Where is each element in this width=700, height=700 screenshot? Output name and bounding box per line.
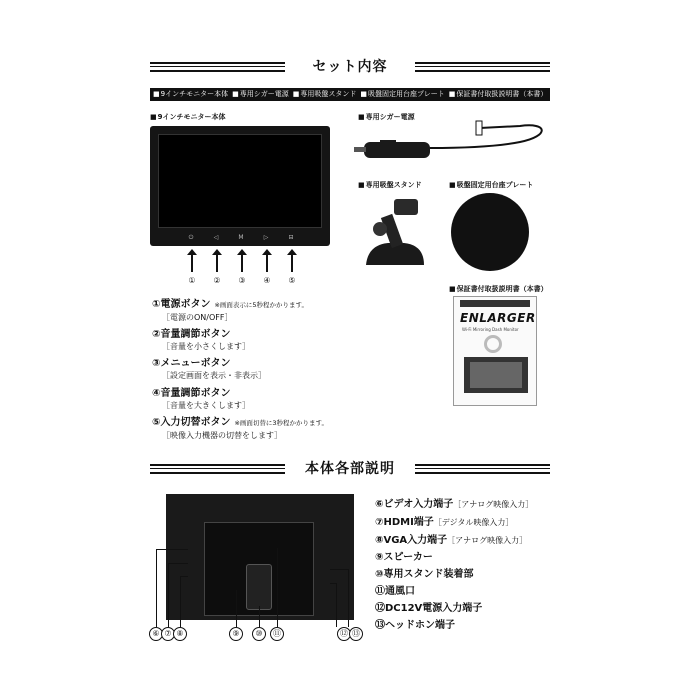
desc-title: 音量調節ボタン [160, 329, 231, 340]
pointer-line [348, 569, 349, 627]
front-number: ④ [260, 275, 274, 289]
manual-picture [464, 357, 528, 393]
desc-title: 音量調節ボタン [160, 388, 231, 399]
pointer-line [180, 576, 188, 577]
back-number: ⑬ [349, 627, 363, 641]
desc-note: ※画面表示に5秒程かかります。 [214, 301, 309, 309]
volume-up-icon: ▷ [263, 234, 269, 241]
contents-item: ■ 専用吸盤スタンド [293, 88, 357, 101]
desc-num: ④ [152, 388, 161, 399]
part-title: VGA入力端子 [383, 535, 448, 546]
front-number: ⑤ [285, 275, 299, 289]
back-number: ⑩ [252, 627, 266, 641]
pointer-line [236, 590, 237, 627]
part-title: ヘッドホン端子 [385, 620, 455, 631]
suction-stand-label: ■ 専用吸盤スタンド [358, 180, 422, 190]
part-title: 専用スタンド装着部 [383, 569, 474, 580]
button-desc-2 [152, 328, 402, 353]
part-title: 通風口 [385, 586, 415, 597]
stand-mount [246, 564, 272, 610]
manual-image [453, 296, 537, 406]
button-desc-1 [152, 298, 402, 324]
section-title-text: 本体各部説明 [305, 461, 395, 477]
part-item-10 [375, 568, 473, 581]
desc-num: ① [152, 299, 161, 310]
part-title: DC12V電源入力端子 [385, 603, 483, 614]
volume-down-icon: ◁ [213, 234, 219, 241]
desc-num: ⑤ [152, 417, 161, 428]
desc-sub: ［電源のON/OFF］ [162, 313, 233, 322]
pointer-line [259, 606, 260, 627]
base-plate-image [451, 193, 529, 271]
title-rule-right [415, 464, 550, 474]
part-item-9 [375, 551, 433, 564]
part-num: ⑩ [375, 569, 384, 580]
contents-bar [150, 88, 550, 101]
manual-label: ■ 保証書付取扱説明書（本書） [449, 284, 548, 294]
desc-note: ※画面切替に3秒程かかります。 [234, 419, 329, 427]
desc-sub: ［設定画面を表示・非表示］ [162, 371, 266, 380]
manual-logo: ENLARGER [460, 311, 536, 325]
part-item-6 [375, 498, 533, 511]
part-item-13 [375, 619, 455, 632]
part-item-7 [375, 516, 513, 529]
suction-stand-image [358, 195, 428, 267]
desc-title: メニューボタン [160, 358, 231, 369]
part-num: ⑪ [375, 586, 385, 597]
desc-sub: ［音量を大きくします］ [162, 401, 250, 410]
manual-circle [484, 335, 502, 353]
arrow-up-icon [216, 254, 218, 272]
desc-num: ③ [152, 358, 161, 369]
arrow-up-icon [266, 254, 268, 272]
monitor-back-image [166, 494, 354, 620]
pointer-line [156, 549, 157, 627]
part-num: ⑥ [375, 499, 384, 510]
part-item-8 [375, 534, 527, 547]
pointer-line [180, 576, 181, 627]
part-item-11 [375, 585, 415, 598]
button-desc-3 [152, 357, 402, 382]
desc-title: 電源ボタン [160, 299, 211, 310]
button-desc-5 [152, 416, 402, 442]
back-number: ⑫ [337, 627, 351, 641]
menu-icon: M [238, 234, 244, 241]
pointer-line [156, 549, 188, 550]
manual-subtitle: Wi-Fi Mirroring Dash Monitor [462, 327, 519, 332]
title-rule-right [415, 62, 550, 72]
front-number: ③ [235, 275, 249, 289]
arrow-up-icon [191, 254, 193, 272]
contents-item: ■ 吸盤固定用台座プレート [360, 88, 444, 101]
back-number: ⑪ [270, 627, 284, 641]
input-switch-icon: ⊟ [288, 234, 294, 241]
part-num: ⑧ [375, 535, 384, 546]
part-item-12 [375, 602, 482, 615]
front-number: ① [185, 275, 199, 289]
part-sub: ［デジタル映像入力］ [433, 518, 514, 527]
part-num: ⑬ [375, 620, 385, 631]
monitor-label: ■ 9インチモニター本体 [150, 112, 226, 122]
part-num: ⑫ [375, 603, 385, 614]
pointer-line [168, 563, 169, 627]
back-number: ⑥ [149, 627, 163, 641]
back-number: ⑧ [173, 627, 187, 641]
back-number: ⑨ [229, 627, 243, 641]
front-number: ② [210, 275, 224, 289]
desc-sub: ［音量を小さくします］ [162, 342, 250, 351]
part-title: スピーカー [383, 552, 433, 563]
monitor-screen [158, 134, 322, 228]
desc-sub: ［映像入力機器の切替をします］ [162, 431, 282, 440]
section-title-parts [150, 458, 550, 480]
arrow-up-icon [241, 254, 243, 272]
cigar-label: ■ 専用シガー電源 [358, 112, 415, 122]
power-icon: ⏻ [188, 234, 194, 241]
part-num: ⑨ [375, 552, 384, 563]
desc-title: 入力切替ボタン [160, 417, 231, 428]
part-sub: ［アナログ映像入力］ [447, 536, 528, 545]
part-title: ビデオ入力端子 [383, 499, 454, 510]
monitor-front-image [150, 126, 330, 246]
pointer-line [168, 563, 188, 564]
part-sub: ［アナログ映像入力］ [453, 500, 534, 509]
button-desc-4 [152, 387, 402, 412]
manual-header [460, 300, 530, 307]
part-num: ⑦ [375, 517, 384, 528]
plate-label: ■ 吸盤固定用台座プレート [449, 180, 533, 190]
contents-item: ■ 専用シガー電源 [232, 88, 289, 101]
desc-num: ② [152, 329, 161, 340]
part-title: HDMI端子 [383, 517, 434, 528]
pointer-line [336, 583, 337, 627]
pointer-line [277, 548, 278, 627]
contents-item: ■ 9インチモニター本体 [153, 88, 228, 101]
section-title-set-contents [150, 56, 550, 78]
contents-item: ■ 保証書付取扱説明書（本書） [449, 88, 548, 101]
section-title-text: セット内容 [312, 59, 388, 75]
back-number: ⑦ [161, 627, 175, 641]
arrow-up-icon [291, 254, 293, 272]
pointer-line [330, 569, 348, 570]
cigar-cable-image [350, 118, 550, 168]
